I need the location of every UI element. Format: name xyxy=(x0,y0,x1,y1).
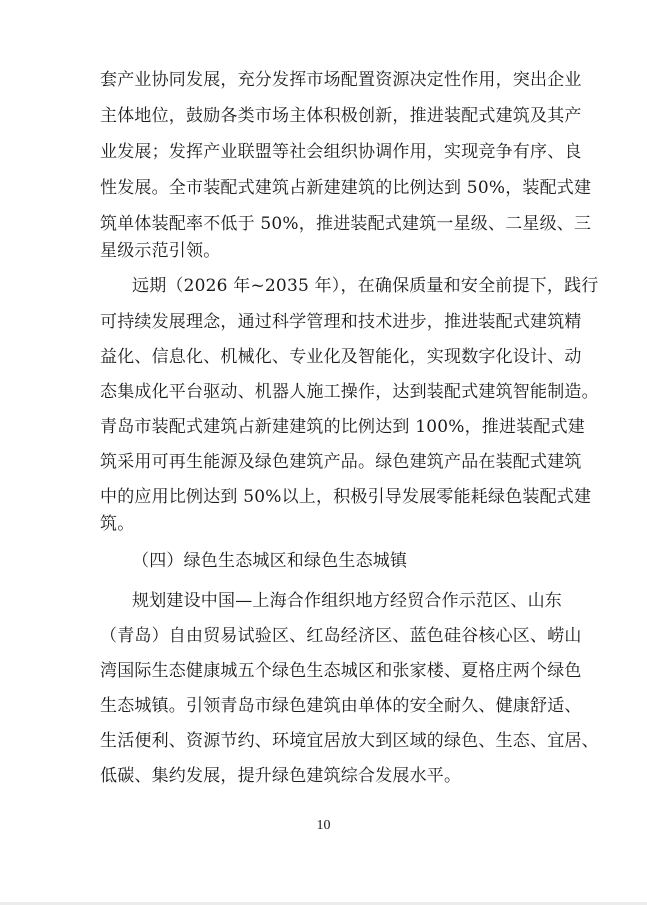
paragraph-line: 规划建设中国—上海合作组织地方经贸合作示范区、山东 xyxy=(132,591,562,611)
paragraph-line: 青岛市装配式建筑占新建建筑的比例达到 100%，推进装配式建 xyxy=(100,417,586,437)
paragraph-line: 中的应用比例达到 50%以上，积极引导发展零能耗绿色装配式建 xyxy=(100,487,592,507)
paragraph-line: 筑单体装配率不低于 50%，推进装配式建筑一星级、二星级、三 xyxy=(100,214,592,234)
paragraph-line: 可持续发展理念，通过科学管理和技术进步，推进装配式建筑精 xyxy=(100,312,582,332)
paragraph-line: 远期（2026 年~2035 年），在确保质量和安全前提下，践行 xyxy=(132,276,599,296)
paragraph-line: 业发展；发挥产业联盟等社会组织协调作用，实现竞争有序、良 xyxy=(100,142,582,162)
paragraph-line: 生活便利、资源节约、环境宜居放大到区域的绿色、生态、宜居、 xyxy=(100,731,599,751)
paragraph-line: 主体地位，鼓励各类市场主体积极创新，推进装配式建筑及其产 xyxy=(100,106,582,126)
paragraph-line: 低碳、集约发展，提升绿色建筑综合发展水平。 xyxy=(100,766,462,786)
paragraph-line: 益化、信息化、机械化、专业化及智能化，实现数字化设计、动 xyxy=(100,347,582,367)
section-heading: （四）绿色生态城区和绿色生态城镇 xyxy=(132,551,408,571)
paragraph-line: 筑采用可再生能源及绿色建筑产品。绿色建筑产品在装配式建筑 xyxy=(100,452,582,472)
paragraph-line: 性发展。全市装配式建筑占新建建筑的比例达到 50%，装配式建 xyxy=(100,178,592,198)
paragraph-line: 生态城镇。引领青岛市绿色建筑由单体的安全耐久、健康舒适、 xyxy=(100,696,582,716)
paragraph-line: （青岛）自由贸易试验区、红岛经济区、蓝色硅谷核心区、崂山 xyxy=(100,626,582,646)
page-number: 10 xyxy=(316,818,331,833)
paragraph-line: 湾国际生态健康城五个绿色生态城区和张家楼、夏格庄两个绿色 xyxy=(100,661,582,681)
paragraph-line: 筑。 xyxy=(100,514,135,534)
paragraph-line: 套产业协同发展，充分发挥市场配置资源决定性作用，突出企业 xyxy=(100,70,582,90)
paragraph-line: 星级示范引领。 xyxy=(100,241,221,261)
paragraph-line: 态集成化平台驱动、机器人施工操作，达到装配式建筑智能制造。 xyxy=(100,382,599,402)
